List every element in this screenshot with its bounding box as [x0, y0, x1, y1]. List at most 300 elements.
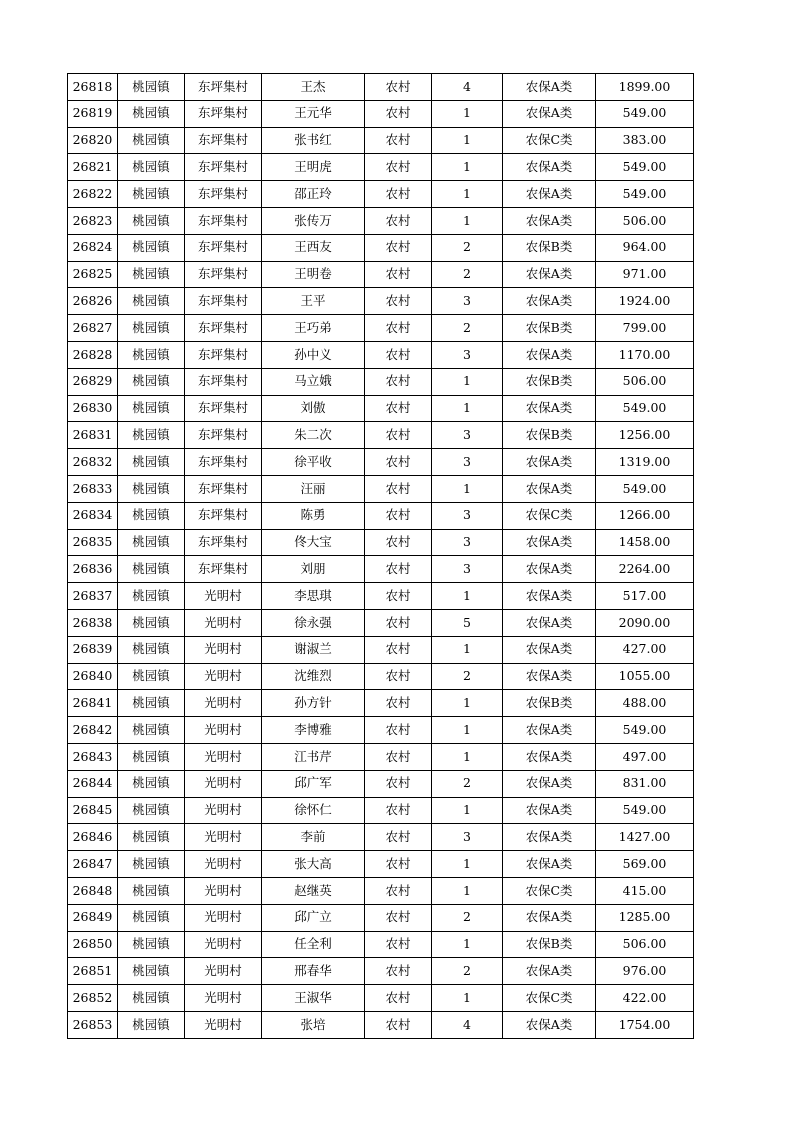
village-cell: 东坪集村	[185, 395, 262, 422]
town-cell: 桃园镇	[118, 556, 185, 583]
record-id-cell: 26845	[68, 797, 118, 824]
table-row	[68, 556, 694, 583]
area-type-cell: 农村	[365, 583, 432, 610]
name-cell: 谢淑兰	[262, 636, 365, 663]
town-cell: 桃园镇	[118, 341, 185, 368]
household-count-cell: 1	[432, 717, 503, 744]
insurance-category-cell: 农保A类	[503, 663, 596, 690]
town-cell: 桃园镇	[118, 154, 185, 181]
insurance-category-cell: 农保A类	[503, 154, 596, 181]
table-row	[68, 1011, 694, 1038]
table-row	[68, 851, 694, 878]
name-cell: 张传万	[262, 207, 365, 234]
insurance-category-cell: 农保A类	[503, 529, 596, 556]
table-row	[68, 181, 694, 208]
town-cell: 桃园镇	[118, 395, 185, 422]
village-cell: 东坪集村	[185, 100, 262, 127]
insurance-category-cell: 农保B类	[503, 368, 596, 395]
village-cell: 光明村	[185, 985, 262, 1012]
area-type-cell: 农村	[365, 663, 432, 690]
insurance-category-cell: 农保A类	[503, 958, 596, 985]
table-row	[68, 985, 694, 1012]
amount-cell: 1899.00	[596, 74, 694, 101]
town-cell: 桃园镇	[118, 449, 185, 476]
table-row	[68, 904, 694, 931]
village-cell: 光明村	[185, 851, 262, 878]
village-cell: 东坪集村	[185, 315, 262, 342]
table-row	[68, 422, 694, 449]
amount-cell: 1924.00	[596, 288, 694, 315]
name-cell: 邢春华	[262, 958, 365, 985]
amount-cell: 976.00	[596, 958, 694, 985]
household-count-cell: 1	[432, 877, 503, 904]
amount-cell: 1458.00	[596, 529, 694, 556]
insurance-category-cell: 农保A类	[503, 717, 596, 744]
household-count-cell: 2	[432, 904, 503, 931]
name-cell: 王淑华	[262, 985, 365, 1012]
household-count-cell: 2	[432, 315, 503, 342]
record-id-cell: 26839	[68, 636, 118, 663]
record-id-cell: 26833	[68, 475, 118, 502]
table-row	[68, 583, 694, 610]
table-row	[68, 743, 694, 770]
table-row	[68, 315, 694, 342]
table-row	[68, 770, 694, 797]
town-cell: 桃园镇	[118, 770, 185, 797]
insurance-category-cell: 农保A类	[503, 475, 596, 502]
name-cell: 王明虎	[262, 154, 365, 181]
area-type-cell: 农村	[365, 797, 432, 824]
household-count-cell: 3	[432, 449, 503, 476]
table-row	[68, 824, 694, 851]
village-cell: 东坪集村	[185, 234, 262, 261]
table-row	[68, 502, 694, 529]
village-cell: 光明村	[185, 770, 262, 797]
name-cell: 徐怀仁	[262, 797, 365, 824]
amount-cell: 1266.00	[596, 502, 694, 529]
insurance-category-cell: 农保A类	[503, 181, 596, 208]
town-cell: 桃园镇	[118, 207, 185, 234]
area-type-cell: 农村	[365, 877, 432, 904]
area-type-cell: 农村	[365, 181, 432, 208]
village-cell: 光明村	[185, 931, 262, 958]
household-count-cell: 3	[432, 341, 503, 368]
area-type-cell: 农村	[365, 824, 432, 851]
name-cell: 徐永强	[262, 609, 365, 636]
name-cell: 徐平收	[262, 449, 365, 476]
amount-cell: 422.00	[596, 985, 694, 1012]
village-cell: 光明村	[185, 877, 262, 904]
record-id-cell: 26818	[68, 74, 118, 101]
record-id-cell: 26852	[68, 985, 118, 1012]
household-count-cell: 3	[432, 529, 503, 556]
record-id-cell: 26844	[68, 770, 118, 797]
insurance-category-cell: 农保A类	[503, 636, 596, 663]
village-cell: 东坪集村	[185, 181, 262, 208]
household-count-cell: 3	[432, 502, 503, 529]
amount-cell: 1319.00	[596, 449, 694, 476]
area-type-cell: 农村	[365, 556, 432, 583]
name-cell: 王巧弟	[262, 315, 365, 342]
amount-cell: 1427.00	[596, 824, 694, 851]
household-count-cell: 1	[432, 743, 503, 770]
household-count-cell: 1	[432, 475, 503, 502]
town-cell: 桃园镇	[118, 181, 185, 208]
town-cell: 桃园镇	[118, 315, 185, 342]
insurance-category-cell: 农保A类	[503, 207, 596, 234]
household-count-cell: 1	[432, 985, 503, 1012]
area-type-cell: 农村	[365, 368, 432, 395]
household-count-cell: 1	[432, 690, 503, 717]
household-count-cell: 2	[432, 958, 503, 985]
name-cell: 刘朋	[262, 556, 365, 583]
household-count-cell: 1	[432, 797, 503, 824]
name-cell: 王元华	[262, 100, 365, 127]
record-id-cell: 26826	[68, 288, 118, 315]
village-cell: 东坪集村	[185, 368, 262, 395]
record-id-cell: 26819	[68, 100, 118, 127]
table-row	[68, 207, 694, 234]
name-cell: 张大高	[262, 851, 365, 878]
village-cell: 东坪集村	[185, 449, 262, 476]
insurance-category-cell: 农保A类	[503, 609, 596, 636]
town-cell: 桃园镇	[118, 422, 185, 449]
record-id-cell: 26843	[68, 743, 118, 770]
name-cell: 孙方针	[262, 690, 365, 717]
insurance-category-cell: 农保A类	[503, 583, 596, 610]
area-type-cell: 农村	[365, 234, 432, 261]
amount-cell: 549.00	[596, 100, 694, 127]
town-cell: 桃园镇	[118, 368, 185, 395]
table-row	[68, 931, 694, 958]
insurance-category-cell: 农保B类	[503, 315, 596, 342]
insurance-category-cell: 农保A类	[503, 904, 596, 931]
amount-cell: 964.00	[596, 234, 694, 261]
household-count-cell: 3	[432, 824, 503, 851]
town-cell: 桃园镇	[118, 234, 185, 261]
area-type-cell: 农村	[365, 207, 432, 234]
town-cell: 桃园镇	[118, 985, 185, 1012]
amount-cell: 2090.00	[596, 609, 694, 636]
household-count-cell: 2	[432, 261, 503, 288]
household-count-cell: 3	[432, 288, 503, 315]
area-type-cell: 农村	[365, 315, 432, 342]
name-cell: 王西友	[262, 234, 365, 261]
town-cell: 桃园镇	[118, 583, 185, 610]
name-cell: 朱二次	[262, 422, 365, 449]
amount-cell: 1754.00	[596, 1011, 694, 1038]
record-id-cell: 26850	[68, 931, 118, 958]
town-cell: 桃园镇	[118, 502, 185, 529]
table-row	[68, 609, 694, 636]
insurance-category-cell: 农保A类	[503, 770, 596, 797]
record-id-cell: 26820	[68, 127, 118, 154]
town-cell: 桃园镇	[118, 690, 185, 717]
town-cell: 桃园镇	[118, 74, 185, 101]
record-id-cell: 26827	[68, 315, 118, 342]
name-cell: 佟大宝	[262, 529, 365, 556]
area-type-cell: 农村	[365, 636, 432, 663]
insurance-category-cell: 农保A类	[503, 1011, 596, 1038]
amount-cell: 1256.00	[596, 422, 694, 449]
name-cell: 李博雅	[262, 717, 365, 744]
name-cell: 王杰	[262, 74, 365, 101]
insurance-category-cell: 农保A类	[503, 449, 596, 476]
record-id-cell: 26847	[68, 851, 118, 878]
insurance-category-cell: 农保A类	[503, 341, 596, 368]
area-type-cell: 农村	[365, 502, 432, 529]
town-cell: 桃园镇	[118, 958, 185, 985]
table-row	[68, 234, 694, 261]
record-id-cell: 26829	[68, 368, 118, 395]
village-cell: 光明村	[185, 663, 262, 690]
area-type-cell: 农村	[365, 1011, 432, 1038]
amount-cell: 2264.00	[596, 556, 694, 583]
name-cell: 沈维烈	[262, 663, 365, 690]
area-type-cell: 农村	[365, 717, 432, 744]
insurance-category-cell: 农保A类	[503, 851, 596, 878]
name-cell: 邵正玲	[262, 181, 365, 208]
amount-cell: 1055.00	[596, 663, 694, 690]
household-count-cell: 1	[432, 181, 503, 208]
insurance-category-cell: 农保A类	[503, 288, 596, 315]
area-type-cell: 农村	[365, 449, 432, 476]
household-count-cell: 1	[432, 368, 503, 395]
record-id-cell: 26853	[68, 1011, 118, 1038]
amount-cell: 1170.00	[596, 341, 694, 368]
table-row	[68, 717, 694, 744]
village-cell: 东坪集村	[185, 341, 262, 368]
insurance-category-cell: 农保C类	[503, 985, 596, 1012]
amount-cell: 497.00	[596, 743, 694, 770]
area-type-cell: 农村	[365, 770, 432, 797]
table-row	[68, 100, 694, 127]
area-type-cell: 农村	[365, 931, 432, 958]
town-cell: 桃园镇	[118, 743, 185, 770]
record-id-cell: 26828	[68, 341, 118, 368]
village-cell: 光明村	[185, 824, 262, 851]
insurance-category-cell: 农保B类	[503, 690, 596, 717]
household-count-cell: 4	[432, 1011, 503, 1038]
insurance-category-cell: 农保B类	[503, 234, 596, 261]
area-type-cell: 农村	[365, 341, 432, 368]
town-cell: 桃园镇	[118, 261, 185, 288]
name-cell: 王明卷	[262, 261, 365, 288]
amount-cell: 549.00	[596, 475, 694, 502]
household-count-cell: 2	[432, 663, 503, 690]
table-row	[68, 475, 694, 502]
name-cell: 张书红	[262, 127, 365, 154]
record-id-cell: 26851	[68, 958, 118, 985]
record-id-cell: 26846	[68, 824, 118, 851]
insurance-category-cell: 农保A类	[503, 824, 596, 851]
household-count-cell: 1	[432, 583, 503, 610]
insurance-category-cell: 农保A类	[503, 797, 596, 824]
table-row	[68, 154, 694, 181]
area-type-cell: 农村	[365, 127, 432, 154]
insurance-category-cell: 农保C类	[503, 877, 596, 904]
table-row	[68, 74, 694, 101]
insurance-category-cell: 农保B类	[503, 422, 596, 449]
table-row	[68, 636, 694, 663]
table-row	[68, 797, 694, 824]
village-cell: 光明村	[185, 1011, 262, 1038]
table-row	[68, 288, 694, 315]
village-cell: 东坪集村	[185, 475, 262, 502]
table-row	[68, 690, 694, 717]
household-count-cell: 2	[432, 770, 503, 797]
table-row	[68, 449, 694, 476]
amount-cell: 799.00	[596, 315, 694, 342]
amount-cell: 427.00	[596, 636, 694, 663]
name-cell: 刘傲	[262, 395, 365, 422]
table-row	[68, 877, 694, 904]
household-count-cell: 5	[432, 609, 503, 636]
area-type-cell: 农村	[365, 851, 432, 878]
insurance-category-cell: 农保A类	[503, 74, 596, 101]
amount-cell: 506.00	[596, 207, 694, 234]
area-type-cell: 农村	[365, 985, 432, 1012]
record-id-cell: 26842	[68, 717, 118, 744]
household-count-cell: 1	[432, 931, 503, 958]
record-id-cell: 26848	[68, 877, 118, 904]
record-id-cell: 26823	[68, 207, 118, 234]
table-row	[68, 663, 694, 690]
insurance-category-cell: 农保A类	[503, 261, 596, 288]
village-cell: 东坪集村	[185, 207, 262, 234]
amount-cell: 506.00	[596, 931, 694, 958]
area-type-cell: 农村	[365, 261, 432, 288]
name-cell: 赵继英	[262, 877, 365, 904]
village-cell: 东坪集村	[185, 261, 262, 288]
village-cell: 东坪集村	[185, 127, 262, 154]
area-type-cell: 农村	[365, 743, 432, 770]
name-cell: 邱广立	[262, 904, 365, 931]
record-id-cell: 26835	[68, 529, 118, 556]
household-count-cell: 1	[432, 851, 503, 878]
town-cell: 桃园镇	[118, 904, 185, 931]
area-type-cell: 农村	[365, 690, 432, 717]
insurance-category-cell: 农保A类	[503, 556, 596, 583]
amount-cell: 517.00	[596, 583, 694, 610]
amount-cell: 506.00	[596, 368, 694, 395]
insurance-category-cell: 农保A类	[503, 100, 596, 127]
area-type-cell: 农村	[365, 529, 432, 556]
household-count-cell: 1	[432, 636, 503, 663]
record-id-cell: 26849	[68, 904, 118, 931]
amount-cell: 549.00	[596, 154, 694, 181]
village-cell: 东坪集村	[185, 154, 262, 181]
town-cell: 桃园镇	[118, 1011, 185, 1038]
table-body	[68, 74, 694, 1039]
village-cell: 光明村	[185, 904, 262, 931]
amount-cell: 549.00	[596, 717, 694, 744]
village-cell: 光明村	[185, 958, 262, 985]
household-count-cell: 3	[432, 556, 503, 583]
record-id-cell: 26824	[68, 234, 118, 261]
town-cell: 桃园镇	[118, 529, 185, 556]
village-cell: 东坪集村	[185, 422, 262, 449]
name-cell: 马立娥	[262, 368, 365, 395]
area-type-cell: 农村	[365, 395, 432, 422]
area-type-cell: 农村	[365, 609, 432, 636]
record-id-cell: 26831	[68, 422, 118, 449]
table-row	[68, 127, 694, 154]
village-cell: 光明村	[185, 690, 262, 717]
record-id-cell: 26822	[68, 181, 118, 208]
amount-cell: 831.00	[596, 770, 694, 797]
area-type-cell: 农村	[365, 100, 432, 127]
table-row	[68, 958, 694, 985]
insurance-category-cell: 农保C类	[503, 127, 596, 154]
amount-cell: 549.00	[596, 797, 694, 824]
name-cell: 孙中义	[262, 341, 365, 368]
town-cell: 桃园镇	[118, 931, 185, 958]
town-cell: 桃园镇	[118, 717, 185, 744]
amount-cell: 1285.00	[596, 904, 694, 931]
record-id-cell: 26837	[68, 583, 118, 610]
record-id-cell: 26830	[68, 395, 118, 422]
village-cell: 东坪集村	[185, 556, 262, 583]
town-cell: 桃园镇	[118, 636, 185, 663]
town-cell: 桃园镇	[118, 475, 185, 502]
amount-cell: 549.00	[596, 395, 694, 422]
insurance-category-cell: 农保B类	[503, 931, 596, 958]
town-cell: 桃园镇	[118, 127, 185, 154]
name-cell: 任全利	[262, 931, 365, 958]
name-cell: 李思琪	[262, 583, 365, 610]
amount-cell: 383.00	[596, 127, 694, 154]
amount-cell: 971.00	[596, 261, 694, 288]
household-count-cell: 1	[432, 127, 503, 154]
household-count-cell: 1	[432, 100, 503, 127]
record-id-cell: 26834	[68, 502, 118, 529]
town-cell: 桃园镇	[118, 609, 185, 636]
name-cell: 张培	[262, 1011, 365, 1038]
record-id-cell: 26838	[68, 609, 118, 636]
area-type-cell: 农村	[365, 422, 432, 449]
table-row	[68, 368, 694, 395]
area-type-cell: 农村	[365, 74, 432, 101]
area-type-cell: 农村	[365, 154, 432, 181]
village-cell: 东坪集村	[185, 502, 262, 529]
amount-cell: 569.00	[596, 851, 694, 878]
insurance-category-cell: 农保A类	[503, 743, 596, 770]
area-type-cell: 农村	[365, 958, 432, 985]
village-cell: 光明村	[185, 636, 262, 663]
table-row	[68, 341, 694, 368]
town-cell: 桃园镇	[118, 851, 185, 878]
area-type-cell: 农村	[365, 904, 432, 931]
village-cell: 光明村	[185, 717, 262, 744]
name-cell: 李前	[262, 824, 365, 851]
insurance-category-cell: 农保A类	[503, 395, 596, 422]
village-cell: 光明村	[185, 609, 262, 636]
household-count-cell: 3	[432, 422, 503, 449]
record-id-cell: 26825	[68, 261, 118, 288]
village-cell: 东坪集村	[185, 74, 262, 101]
household-count-cell: 2	[432, 234, 503, 261]
village-cell: 东坪集村	[185, 529, 262, 556]
table-row	[68, 529, 694, 556]
name-cell: 汪丽	[262, 475, 365, 502]
area-type-cell: 农村	[365, 475, 432, 502]
amount-cell: 549.00	[596, 181, 694, 208]
household-count-cell: 4	[432, 74, 503, 101]
town-cell: 桃园镇	[118, 824, 185, 851]
area-type-cell: 农村	[365, 288, 432, 315]
data-table	[67, 73, 694, 1039]
